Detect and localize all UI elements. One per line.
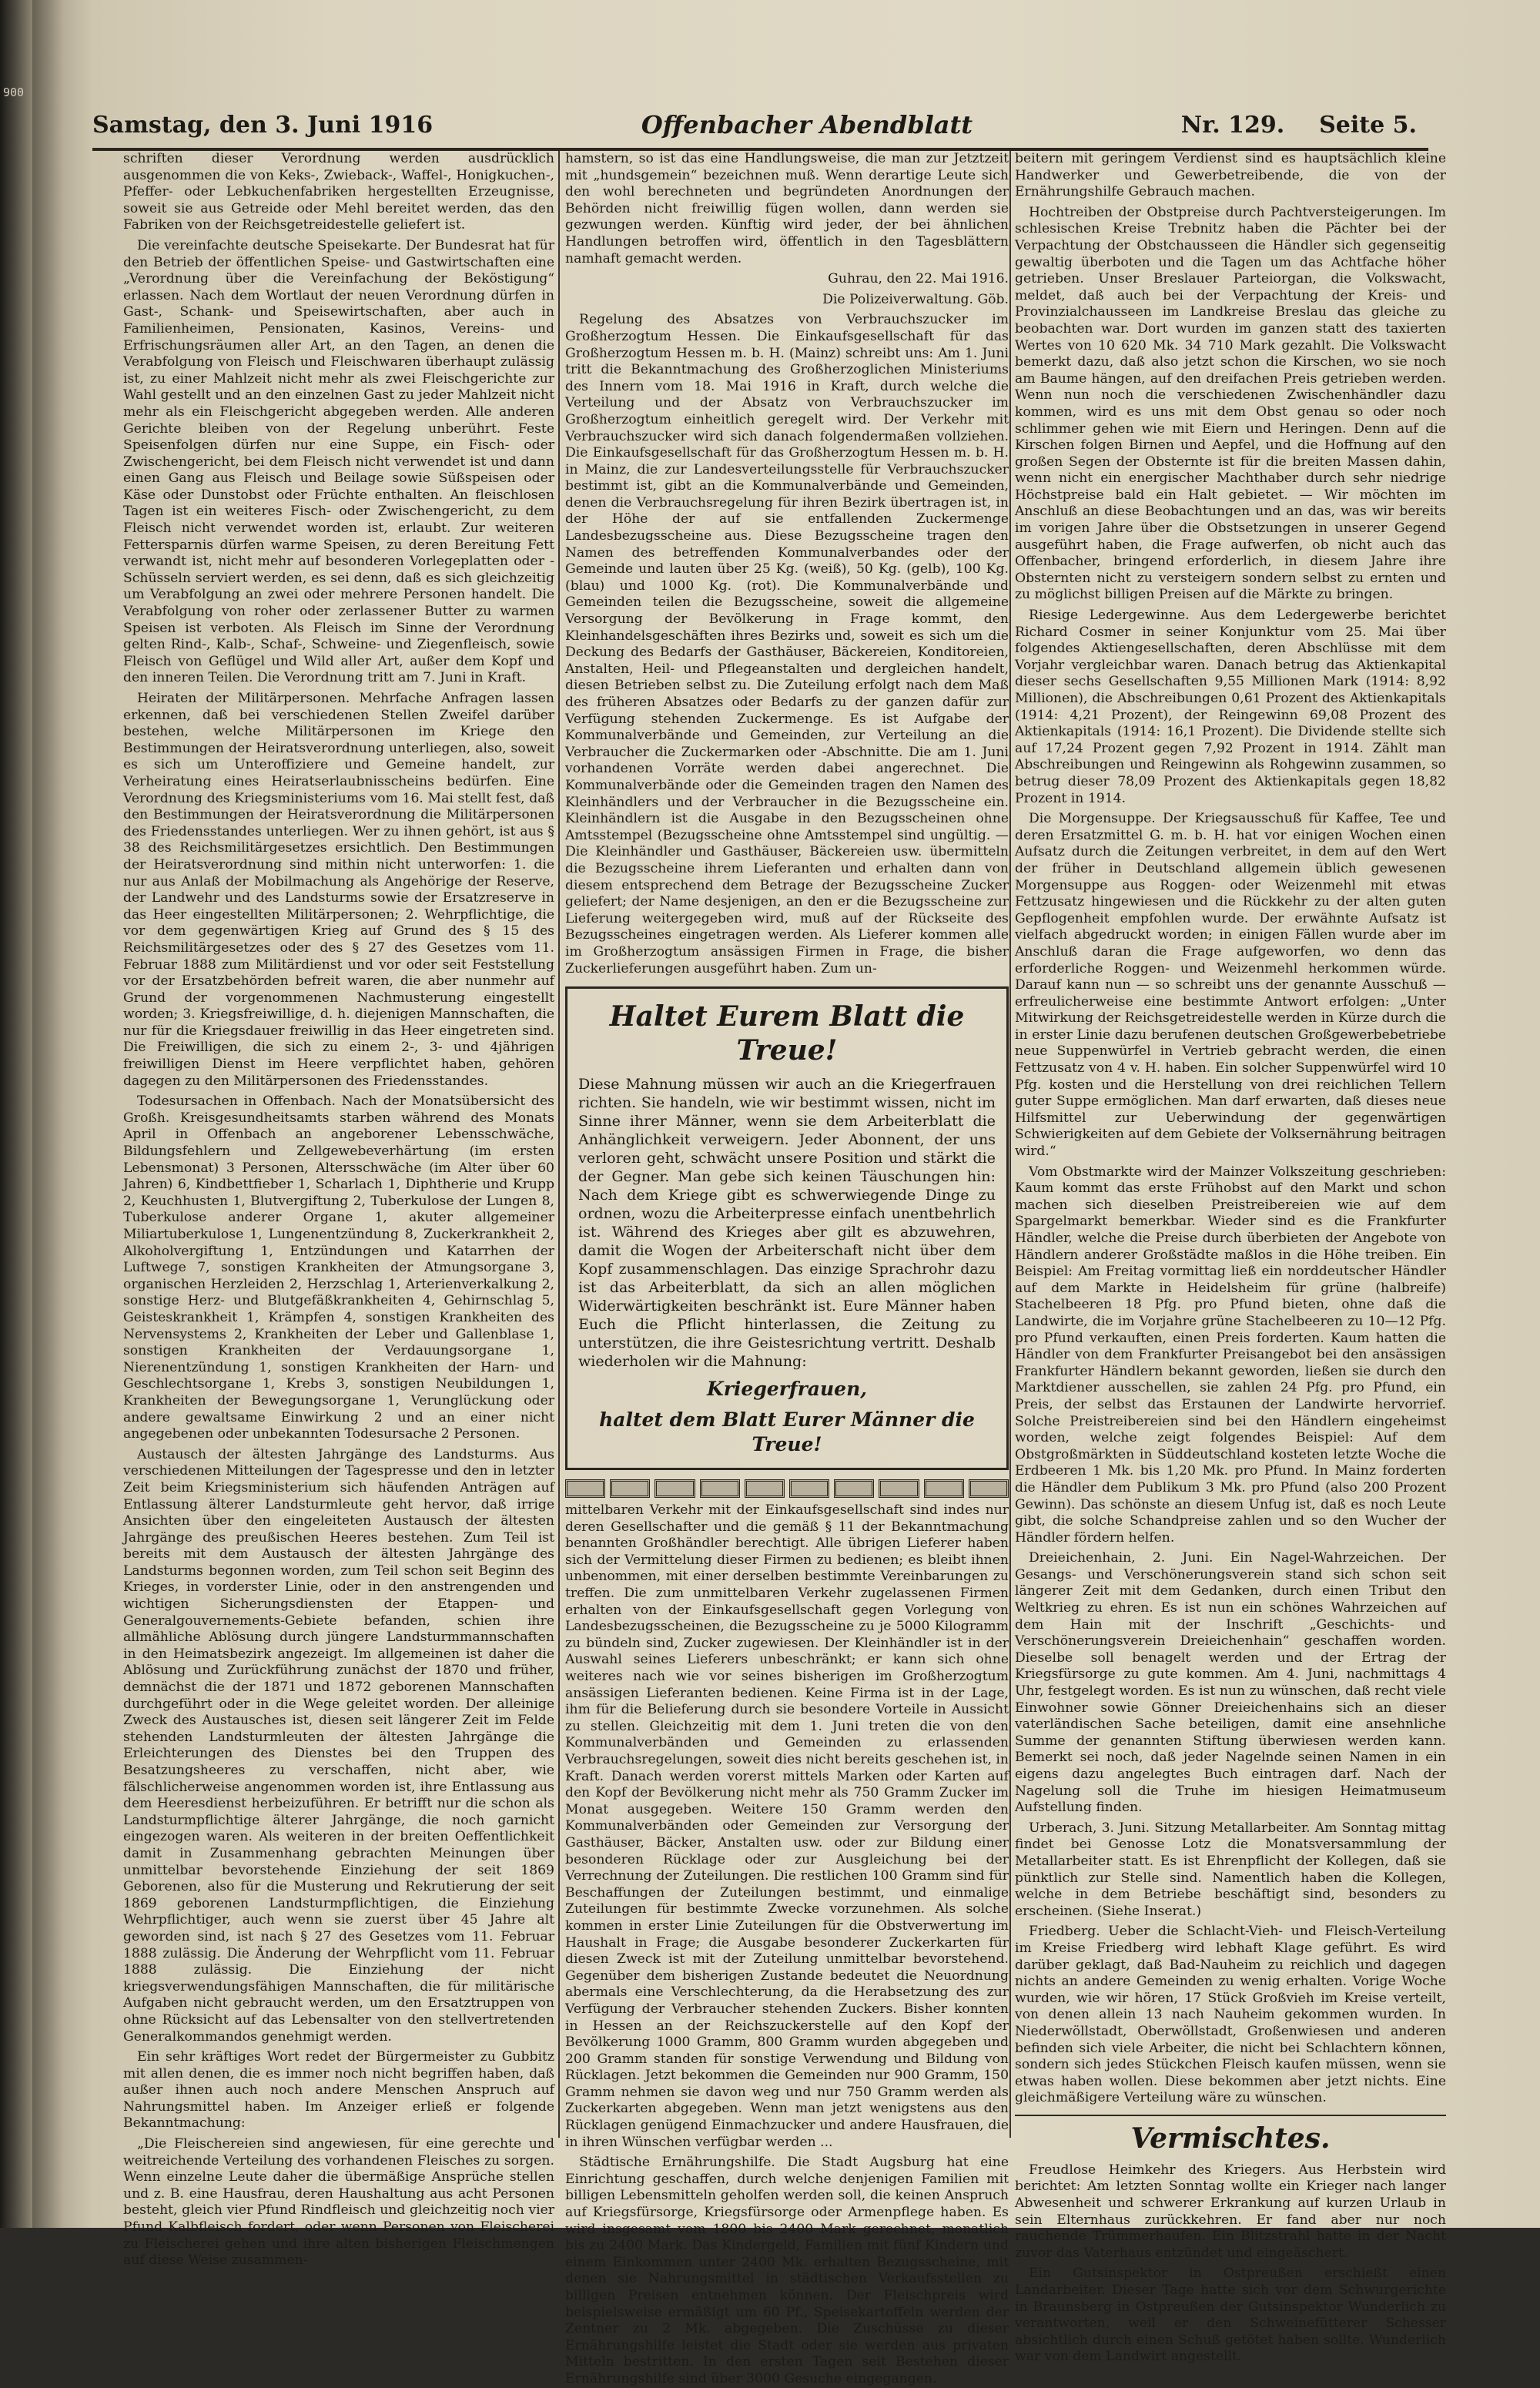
appeal-motto-1: Kriegerfrauen,	[707, 1378, 867, 1401]
article-paragraph: schriften dieser Verordnung werden ausdrücklich ausgenommen die von Keks-, Zwieback-, Waffel-, Honigkuchen-, Pfeffer- oder Lebkuchenfabriken hergestellten Erzeugnisse, soweit sie aus Getreide oder Mehl bereitet werden, das den Fabriken von der Reichsgetreidestelle geliefert ist.	[123, 151, 554, 233]
article-speisekarte: Die vereinfachte deutsche Speisekarte. Der Bundesrat hat für den Betrieb der öffentlichen Speise- und Gastwirtschaften eine „Verordnung über die Vereinfachung der Beköstigung“ erlassen. Nach dem Wortlaut der neuen Verordnung dürfen in Gast-, Schank- und Speisewirtschaften, aber auch in Familienheimen, Pensionaten, Kasinos, Vereins- und Erfrischungsräumen aller Art, an den Tagen, an denen die Verabfolgung von Fleisch und Fleischwaren überhaupt zulässig ist, zu einer Mahlzeit nicht mehr als zwei Fleischgerichte zur Wahl gestellt und an den einzelnen Gast zu jeder Mahlzeit nicht mehr als ein Fleischgericht abgegeben werden. Alle anderen Gerichte bleiben von der Regelung unberührt. Feste Speisenfolgen dürfen nur eine Suppe, ein Fisch- oder Zwischengericht, bei dem Fleisch nicht verwendet ist und dann einen Gang aus Fleisch und Beilage sowie Süßspeisen oder Käse oder Dunstobst oder Früchte enthalten. An fleischlosen Tagen ist ein weiteres Fisch- oder Zwischengericht, zu dem Fleisch nicht verwendet worden ist, erlaubt. Zur weiteren Fettersparnis dürfen warme Speisen, zu deren Bereitung Fett verwandt ist, nicht mehr auf besonderen Vorlegeplatten oder -Schüsseln serviert werden, es sei denn, daß es sich gleichzeitig um Verabfolgung an zwei oder mehrere Personen handelt. Die Verabfolgung von roher oder zerlassener Butter zu warmen Speisen ist verboten. Als Fleisch im Sinne der Verordnung gelten Rind-, Kalb-, Schaf-, Schweine- und Ziegenfleisch, sowie Fleisch von Geflügel und Wild aller Art, außer dem Kopf und den inneren Teilen. Die Verordnung tritt am 7. Juni in Kraft.	[123, 237, 554, 686]
article-ledergewinne: Riesige Ledergewinne. Aus dem Ledergewerbe berichtet Richard Cosmer in seiner Konjunktur vom 25. Mai über folgendes Aktiengesellschaften, deren Abschlüsse mit dem Vorjahr vergleichbar waren. Danach betrug das Aktienkapital dieser sechs Gesellschaften 9,55 Millionen Mark (1914: 8,92 Millionen), die Abschreibungen 0,61 Prozent des Aktienkapitals (1914: 4,21 Prozent), der Reingewinn 69,08 Prozent des Aktienkapitals (1914: 16,1 Prozent). Die Dividende stellte sich auf 17,24 Prozent gegen 7,92 Prozent in 1914. Zählt man Abschreibungen und Reingewinn als Rohgewinn zusammen, so betrug dieser 78,09 Prozent des Aktienkapitals gegen 18,82 Prozent in 1914.	[1015, 608, 1446, 806]
article-buergermeister: Ein sehr kräftiges Wort redet der Bürgermeister zu Gubbitz mit allen denen, die es immer noch nicht begriffen haben, daß außer ihnen auch noch andere Menschen Anspruch auf Nahrungsmittel haben. Im Anzeiger erließ er folgende Bekanntmachung:	[123, 2049, 554, 2132]
article-obstpreise: Hochtreiben der Obstpreise durch Pachtversteigerungen. Im schlesischen Kreise Trebnitz haben die Pächter bei der Verpachtung der Obstchausseen die Händler sich gegenseitig gewaltig überboten und die Tagen um das Achtfache höher getrieben. Unser Breslauer Parteiorgan, die Volkswacht, meldet, daß auch bei der Verpachtung der Kreis- und Provinzialchausseen im Landkreise Breslau das gleiche zu beobachten war. Dort wurden im ganzen statt des taxierten Wertes von 10 620 Mk. 34 710 Mark gezahlt. Die Volkswacht bemerkt dazu, daß also jetzt schon die Kirschen, wo sie noch am Baume hängen, auf den dreifachen Preis getrieben werden. Wenn nun noch die verschiedenen Zwischenhändler dazu kommen, wird es uns mit dem Obst genau so oder noch schlimmer gehen wie mit Eiern und Heringen. Denn auf die Kirschen folgen Birnen und Aepfel, und die Hoffnung auf den großen Segen der Obsternte ist für die breiten Massen dahin, wenn nicht ein energischer Machthaber durch sehr niedrige Höchstpreise bald ein Halt gebietet. — Wir möchten im Anschluß an diese Beobachtungen und an das, was wir bereits im vorigen Jahre über die Obstsetzungen in unserer Gegend ausgeführt haben, die Frage aufwerfen, ob nicht auch das Offenbacher, bringend erforderlich, in diesem Jahre ihre Obsternten nicht zu versteigern sondern selbst zu ernten und zu möglichst billigen Preisen auf die Märkte zu bringen.	[1015, 204, 1446, 603]
article-heiraten: Heiraten der Militärpersonen. Mehrfache Anfragen lassen erkennen, daß bei verschiedenen Stellen Zweifel darüber bestehen, welche Militärpersonen im Kriege den Bestimmungen der Heiratsverordnung unterliegen, also, soweit es sich um Unteroffiziere und Gemeine handelt, zur Verheiratung eines Heiratserlaubnisscheins bedürfen. Eine Verordnung des Kriegsministeriums vom 16. Mai stellt fest, daß den Bestimmungen der Heiratsverordnung die Militärpersonen des Friedensstandes unterliegen. Wer zu ihnen gehört, ist aus § 38 des Reichsmilitärgesetzes ersichtlich. Den Bestimmungen der Heiratsverordnung sind mithin nicht unterworfen: 1. die nur aus Anlaß der Mobilmachung als Angehörige der Reserve, der Landwehr und des Landsturms sowie der Ersatzreserve in das Heer eingestellten Militärpersonen; 2. Wehrpflichtige, die vor dem gegenwärtigen Krieg auf Grund des § 15 des Reichsmilitärgesetzes oder des § 27 des Gesetzes vom 11. Februar 1888 zum Militärdienst und vor oder seit Feststellung vor der Ersatzbehörden befreit waren, die aber nunmehr auf Grund der vorgenommenen Nachmusterung eingestellt worden; 3. Kriegsfreiwillige, d. h. diejenigen Mannschaften, die nur für die Kriegsdauer freiwillig in das Heer eingetreten sind. Die Freiwilligen, die sich zu einem 2-, 3- und 4jährigen freiwilligen Dienst im Heere verpflichtet haben, gehören dagegen zu den Militärpersonen des Friedensstandes.	[123, 691, 554, 1089]
article-ernaehrungshilfe: Städtische Ernährungshilfe. Die Stadt Augsburg hat eine Einrichtung geschaffen, durch welche denjenigen Familien mit billigen Lebensmitteln geholfen werden soll, die keinen Anspruch auf Kriegsfürsorge, Kriegsfürsorge oder Armenpflege haben. Es wird insgesamt vom 1800 bis 2400 Mark gerechnet, monatlich bis zu 2400 Mark. Das Kindergeld, Familien mit fünf Kindern und einem Einkommen unter 2400 Mk. erhalten Bezugsscheine, mit denen sie Nahrungsmittel in städtischen Verkaufsstellen zu billigen Preisen entnehmen können. Der Fleischpreis wird beispielsweise ermäßigt um 60 Pf., Speisekartoffeln werden der Zentner zu 2 Mk. abgegeben. Die Zuschüsse zu dieser Ernährungshilfe leistet die Stadt oder sie werden aus privaten Mitteln bestritten. In den ersten Tagen seit Bestehen dieser Ernährungshilfe sind über 3000 Gesuche eingegangen.	[565, 2155, 1009, 2386]
signature: Die Polizeiverwaltung. Göb.	[822, 291, 1009, 307]
appeal-title: Haltet Eurem Blatt die Treue!	[609, 1000, 965, 1067]
article-gutsinspektor: Ein Gutsinspektor in Ostpreußen erschießt einen Landarbeiter. Dieser Tage hatte sich vor dem Schwurgerichte in Braunsberg in Ostpreußen der Gutsinspektor Wunderlich zu verantworten, weil er den Schweinefütterer Schesser absichtlich durch einen Schuß getötet haben sollte. Wunderlich war von dem Landwirt angestellt.	[1015, 2266, 1446, 2365]
header-issue-page	[1181, 112, 1417, 139]
ornament-rule	[565, 1479, 1009, 1498]
article-heimkehr: Freudlose Heimkehr des Kriegers. Aus Herbstein wird berichtet: Am letzten Sonntag wollte ein Krieger nach langer Abwesenheit und schwerer Erkrankung auf kurzen Urlaub in sein Elternhaus zurückkehren. Er fand aber nur noch rauchende Trümmerhaufen. Ein Blitzstrahl hatte in der Nacht zuvor das Vaterhaus entzündet und eingeäschert.	[1015, 2162, 1446, 2261]
column-divider	[558, 151, 560, 2138]
article-paragraph: hamstern, so ist das eine Handlungsweise, die man zur Jetztzeit mit „hundsgemein“ bezeichnen muß. Wenn derartige Leute sich den wohl berechneten und begründeten Anordnungen der Behörden nicht freiwillig fügen wollen, dann werden sie gezwungen werden. Künftig wird jeder, der bei ähnlichen Handlungen betroffen wird, öffentlich in den Tagesblättern namhaft gemacht werden.	[565, 151, 1009, 266]
article-friedberg: Friedberg. Ueber die Schlacht-Vieh- und Fleisch-Verteilung im Kreise Friedberg wird lebhaft Klage geführt. Es wird darüber geklagt, daß Bad-Nauheim zu reichlich und dagegen nichts an andere Gemeinden zu wenig erhalten. Vorige Woche wurden, wie wir hören, 17 Stück Großvieh im Kreise verteilt, von denen allein 13 nach Nauheim gekommen wurden. In Niederwöllstadt, Oberwöllstadt, Großenwiesen und anderen befinden sich viele Arbeiter, die nicht bei Schlachtern können, sondern sich jedes Stückchen Fleisch kaufen müssen, wenn sie etwas haben wollen. Diese bekommen aber jetzt nichts. Eine gleichmäßigere Verteilung wäre zu wünschen.	[1015, 1924, 1446, 2106]
appeal-box	[565, 986, 1009, 1470]
dateline: Guhrau, den 22. Mai 1916.	[828, 271, 1009, 287]
article-zucker: Regelung des Absatzes von Verbrauchszucker im Großherzogtum Hessen. Die Einkaufsgesellschaft für das Großherzogtum Hessen m. b. H. (Mainz) schreibt uns: Am 1. Juni tritt die Bekanntmachung des Großherzoglichen Ministeriums des Innern vom 18. Mai 1916 in Kraft, durch welche die Verteilung und der Absatz von Verbrauchszucker im Großherzogtum einheitlich geregelt wird. Der Verkehr mit Verbrauchszucker wird sich danach folgendermaßen vollziehen. Die Einkaufsgesellschaft für das Großherzogtum Hessen m. b. H. in Mainz, die zur Landesverteilungsstelle für Verbrauchszucker bestimmt ist, gibt an die Kommunalverbände und Gemeinden, denen die Verbrauchsregelung für ihren Bezirk übertragen ist, in der Höhe der auf sie entfallenden Zuckermenge Landesbezugsscheine aus. Diese Bezugsscheine tragen den Namen des betreffenden Kommunalverbandes oder der Gemeinde und lauten über 25 Kg. (weiß), 50 Kg. (gelb), 100 Kg. (blau) und 1000 Kg. (rot). Die Kommunalverbände und Gemeinden teilen die Bezugsscheine, soweit die allgemeine Versorgung der Bevölkerung in Frage kommt, den Kleinhandelsgeschäften ihres Bezirks und, soweit es sich um die Deckung des Bedarfs der Gasthäuser, Bäckereien, Konditoreien, Anstalten, Heil- und Pflegeanstalten und dergleichen handelt, diesen Betrieben selbst zu. Die Zuteilung erfolgt nach dem Maß des früheren Absatzes oder Bedarfs zu der ganzen dafür zur Verfügung stehenden Zuckermenge. Es ist Aufgabe der Kommunalverbände und Gemeinden, zur Verteilung an die Verbraucher die Zuckermarken oder -Abschnitte. Die am 1. Juni vorhandenen Vorräte werden dabei angerechnet. Die Kommunalverbände oder die Gemeinden tragen den Namen des Kleinhändlers und der Verbraucher in die Bezugsscheine ein. Kleinhändlern ist die Ausgabe in den Bezugsscheinen ohne Amtsstempel (Bezugsscheine ohne Amtsstempel sind ungültig. — Die Kleinhändler und Gasthäuser, Bäckereien usw. übermitteln die Bezugsscheine ihrem Lieferanten und erhalten dann von diesem entsprechend dem Betrage der Bezugsscheine Zucker geliefert; der Name desjenigen, an den er die Bezugsscheine zur Lieferung weitergegeben wird, muß auf der Rückseite des Bezugsscheines eingetragen werden. Als Lieferer kommen alle im Großherzogtum ansässigen Firmen in Frage, die bisher Zuckerlieferungen ausgeführt haben. Zum un-	[565, 312, 1009, 976]
column-divider	[1009, 151, 1011, 2138]
page-number: Seite 5.	[1319, 111, 1417, 139]
article-obstmarkt: Vom Obstmarkte wird der Mainzer Volkszeitung geschrieben: Kaum kommt das erste Frühobst auf den Markt und schon machen sich dieselben Preistreibereien wie auf dem Spargelmarkt bemerkbar. Wieder sind es die Frankfurter Händler, welche die Preise durch überbieten der Angebote von Händlern anderer Großstädte maßlos in die Höhe treiben. Ein Beispiel: Am Freitag vormittag ließ ein norddeutscher Händler auf dem Markte in Heidelsheim für grüne (halbreife) Stachelbeeren 18 Pfg. pro Pfund bieten, ohne daß die Landwirte, die im Vorjahre grüne Stachelbeeren zu 10—12 Pfg. pro Pfund verkauften, einen Preis forderten. Kaum hatten die Händler von dem Frankfurter Preisangebot bei den ansässigen Frankfurter Händlern bekannt geworden, ließen sie durch den Marktdiener ausschellen, sie zahlen 24 Pfg. pro Pfund, ein Preis, der selbst das Erstaunen der Landwirte hervorrief. Solche Preistreibereien sind bei den Händlern eingeheimst worden, welche zeigt folgendes Beispiel: Auf dem Obstgroßmärkten in Süddeutschland kosteten letzte Woche die Erdbeeren 1 Mk. bis 1,20 Mk. pro Pfund. In Mainz forderten die Händler dem Publikum 3 Mk. pro Pfund (also 200 Prozent Gewinn). Das schönste an diesem Unfug ist, daß es noch Leute gibt, die solche Schandpreise zahlen und so den Wucher der Händler fördern helfen.	[1015, 1164, 1446, 1546]
article-paragraph: beitern mit geringem Verdienst sind es hauptsächlich kleine Handwerker und Gewerbetreibende, die von der Ernährungshilfe Gebrauch machen.	[1015, 151, 1446, 200]
masthead: Offenbacher Abendblatt	[641, 110, 973, 139]
appeal-body: Diese Mahnung müssen wir auch an die Kriegerfrauen richten. Sie handeln, wie wir bestimmt wissen, nicht im Sinne ihrer Männer, wenn sie dem Arbeiterblatt die Anhänglichkeit verweigern. Jeder Abonnent, der uns verloren geht, schwächt unsere Position und stärkt die der Gegner. Man gebe sich keinen Täuschungen hin: Nach dem Kriege gibt es schwerwiegende Dinge zu ordnen, wozu die Arbeiterpresse einfach unentbehrlich ist. Während des Krieges aber gilt es abzuwehren, damit die Wogen der Arbeiterschaft nicht über dem Kopf zusammenschlagen. Das einzige Sprachrohr dazu ist das Arbeiterblatt, da sich an allen möglichen Widerwärtigkeiten beschränkt ist. Eure Männer haben Euch die Pflicht hinterlassen, die Zeitung zu unterstützen, die ihre Geistesrichtung vertritt. Deshalb wiederholen wir die Mahnung:	[578, 1076, 996, 1371]
article-quote: „Die Fleischereien sind angewiesen, für eine gerechte und weitreichende Verteilung des vorhandenen Fleisches zu sorgen. Wenn einzelne Leute daher die übermäßige Ansprüche stellen und z. B. eine Hausfrau, deren Haushaltung aus acht Personen besteht, gleich vier Pfund Rindfleisch und gleichzeitig noch vier Pfund Kalbfleisch fordert, oder wenn Personen von Fleischerei zu Fleischerei gehen und ihre alten bisherigen Fleischmengen auf diese Weise zusammen-	[123, 2136, 554, 2269]
column-2	[565, 151, 1009, 2386]
header-date: Samstag, den 3. Juni 1916	[92, 111, 434, 139]
article-paragraph: mittelbaren Verkehr mit der Einkaufsgesellschaft sind indes nur deren Gesellschafter und die gemäß § 11 der Bekanntmachung benannten Großhändler berechtigt. Alle übrigen Lieferer haben sich der Vermittelung dieser Firmen zu bedienen; es bleibt ihnen unbenommen, mit einer derselben bestimmte Vereinbarungen zu treffen. Die zum unmittelbaren Verkehr zugelassenen Firmen erhalten von der Einkaufsgesellschaft gegen Vorlegung von Landesbezugsscheinen, die Bezugsscheine zu je 5000 Kilogramm zu bündeln sind, Zucker zugewiesen. Der Kleinhändler ist in der Auswahl seines Lieferers unbeschränkt; er kann sich ohne weiteres nach wie vor seines bisherigen im Großherzogtum ansässigen Lieferanten bedienen. Keine Firma ist in der Lage, ihm für die Belieferung durch sie besondere Vorteile in Aussicht zu stellen. Gleichzeitig mit dem 1. Juni treten die von den Kommunalverbänden und Gemeinden zu erlassenden Verbrauchsregelungen, soweit dies nicht bereits geschehen ist, in Kraft. Danach werden vorerst mittels Marken oder Karten auf den Kopf der Bevölkerung nicht mehr als 750 Gramm Zucker im Monat ausgegeben. Weitere 150 Gramm werden den Kommunalverbänden oder Gemeinden zur Versorgung der Gasthäuser, Bäcker, Anstalten usw. oder zur Bildung einer besonderen Rücklage oder zur Ausgleichung bei der Verrechnung der Zuteilungen. Die restlichen 100 Gramm sind für Beschaffungen der Zuteilungen bestimmt, und einmalige Zuteilungen für bestimmte Zwecke vorzunehmen. Als solche kommen in erster Linie Zuteilungen für die Obstverwertung im Haushalt in Frage; die Ausgabe besonderer Zuckerkarten für diesen Zweck ist mit der Zuteilung unmittelbar bevorstehend. Gegenüber dem bisherigen Zustande bedeutet die Neuordnung abermals eine Verschlechterung, da die Herabsetzung des zur Verfügung der Verbraucher stehenden Zuckers. Bisher konnten in Hessen an der Reichszuckerstelle auf den Kopf der Bevölkerung 1000 Gramm, 800 Gramm wurden abgegeben und 200 Gramm standen für sonstige Verwendung und Bildung von Rücklagen. Jetzt bekommen die Gemeinden nur 900 Gramm, 150 Gramm nehmen sie davon weg und nur 750 Gramm werden als Zuckerkarten abgegeben. Wenn man jetzt wenigstens aus den Rücklagen genügend Einmachzucker und andere Hausfrauen, die in ihren Wünschen verfügbar werden ...	[565, 1502, 1009, 2150]
article-morgensuppe: Die Morgensuppe. Der Kriegsausschuß für Kaffee, Tee und deren Ersatzmittel G. m. b. H. hat vor einigen Wochen einen Aufsatz durch die Zeitungen verbreitet, in dem auf den Wert der früher in Deutschland allgemein üblich gewesenen Morgensuppe aus Roggen- oder Weizenmehl mit etwas Fettzusatz hingewiesen und die Rückkehr zu der alten guten Gepflogenheit empfohlen wurde. Der erwähnte Aufsatz ist vielfach abgedruckt worden; in einigen Fällen wurde aber im Anschluß daran die Frage aufgeworfen, wo denn das erforderliche Roggen- und Weizenmehl herkommen würde. Darauf kann nun — so schreibt uns der genannte Ausschuß — erfreulicherweise eine bestimmte Antwort erfolgen: „Unter Mitwirkung der Reichsgetreidestelle werden in Kürze durch die in erster Linie dazu berufenen deutschen Großgewerbebetriebe neue Suppenwürfel in Vertrieb gebracht werden, die einen Fettzusatz von 4 v. H. haben. Ein solcher Suppenwürfel wird 10 Pfg. kosten und die Herstellung von drei reichlichen Tellern guter Suppe ermöglichen. Man darf erwarten, daß dieses neue Hilfsmittel zur Ueberwindung der gegenwärtigen Schwierigkeiten auf dem Gebiete der Volksernährung beitragen wird.“	[1015, 811, 1446, 1160]
article-dreieichenhain: Dreieichenhain, 2. Juni. Ein Nagel-Wahrzeichen. Der Gesangs- und Verschönerungsverein stand sich schon seit längerer Zeit mit dem Gedanken, durch einen Tribut den Weltkrieg zu ehren. Es ist nun ein schönes Wahrzeichen auf dem Hain mit der Inschrift „Geschichts- und Verschönerungsverein Dreieichenhain“ geschaffen worden. Dieselbe soll benagelt werden und der Ertrag der Kriegsfürsorge zu gute kommen. Am 4. Juni, nachmittags 4 Uhr, festgelegt worden. Es ist nun zu wünschen, daß recht viele Einwohner sowie Gönner Dreieichenhains sich an dieser vaterländischen Sache beteiligen, damit eine ansehnliche Summe der genannten Stiftung überwiesen werden kann. Bemerkt sei noch, daß jeder Nagelnde seinen Namen in ein eigens dazu angelegtes Buch eintragen darf. Nach der Nagelung soll die Truhe im hiesigen Heimatmuseum Aufstellung finden.	[1015, 1550, 1446, 1816]
section-title: Vermischtes.	[1015, 2115, 1446, 2156]
issue-number: Nr. 129.	[1180, 111, 1285, 139]
article-urberach: Urberach, 3. Juni. Sitzung Metallarbeiter. Am Sonntag mittag findet bei Genosse Lotz die Monatsversammlung der Metallarbeiter statt. Es ist Ehrenpflicht der Kollegen, daß sie pünktlich zur Stelle sind. Namentlich haben die Kollegen, welche in dem Betriebe beschäftigt sind, besonders zu erscheinen. (Siehe Inserat.)	[1015, 1820, 1446, 1919]
spine-text: 900	[3, 85, 25, 99]
article-todesursachen: Todesursachen in Offenbach. Nach der Monatsübersicht des Großh. Kreisgesundheitsamts starben während des Monats April in Offenbach an angeborener Lebensschwäche, Bildungsfehlern und Zellgewebeverhärtung (im ersten Lebensmonat) 3 Personen, Altersschwäche (im Alter über 60 Jahren) 6, Kindbettfieber 1, Scharlach 1, Diphtherie und Krupp 2, Keuchhusten 1, Blutvergiftung 2, Tuberkulose der Lungen 8, Tuberkulose anderer Organe 1, akuter allgemeiner Miliartuberkulose 1, Lungenentzündung 8, Zuckerkrankheit 2, Alkoholvergiftung 1, Entzündungen und Katarrhen der Luftwege 7, sonstigen Krankheiten der Atmungsorgane 3, organischen Herzleiden 2, Herzschlag 1, Arterienverkalkung 2, sonstige Herz- und Blutgefäßkrankheiten 4, Gehirnschlag 5, Geisteskrankheit 1, Krämpfen 4, sonstigen Krankheiten des Nervensystems 2, Krankheiten der Leber und Gallenblase 1, sonstigen Krankheiten der Verdauungsorgane 1, Nierenentzündung 1, sonstigen Krankheiten der Harn- und Geschlechtsorgane 1, Krebs 3, sonstigen Neubildungen 1, Krankheiten der Bewegungsorgane 1, Verunglückung oder andere gewaltsame Einwirkung 2 und an einer nicht angegebenen oder unbekannten Todesursache 2 Personen.	[123, 1094, 554, 1442]
article-landsturm: Austausch der ältesten Jahrgänge des Landsturms. Aus verschiedenen Mitteilungen der Tagespresse und den in letzter Zeit beim Kriegsministerium sich häufenden Anträgen auf Entlassung älterer Landsturmleute geht hervor, daß irrige Ansichten über den eingeleiteten Austausch der ältesten Jahrgänge des preußischen Heeres bestehen. Zum Teil ist bereits mit dem Austausch der ältesten Jahrgänge des Landsturms begonnen worden, zum Teil schon seit Beginn des Krieges, in vorderster Linie, oder in den anstrengenden und wichtigen Sicherungsdiensten der Etappen- und Generalgouvernements-Gebiete befanden, schien ihre allmähliche Ablösung durch jüngere Landsturmmannschaften in den Heimatsbezirk angezeigt. Im allgemeinen ist daher die Ablösung und Zurückführung zunächst der 1870 und früher, demnächst die der 1871 und 1872 geborenen Mannschaften durchgeführt oder in die Wege geleitet worden. Der alleinige Zweck des Austausches ist, diesen seit längerer Zeit im Felde stehenden Landsturmleuten der ältesten Jahrgänge die Erleichterungen des Dienstes bei den Truppen des Besatzungsheeres zu verschaffen, nicht aber, wie fälschlicherweise angenommen worden ist, ihre Entlassung aus dem Heeresdienst herbeizuführen. Er betrifft nur die schon als Landsturmpflichtige älterer Jahrgänge, die noch garnicht eingezogen waren. Als weiteren in der breiten Oeffentlichkeit damit in Zusammenhang gebrachten Meinungen über unmittelbar bevorstehende Einziehung der seit 1869 Geborenen, also für die Musterung und Rekrutierung der seit 1869 geborenen Landsturmpflichtigen, die Einziehung Wehrpflichtiger, auch wenn sie zuerst über 45 Jahre alt geworden sind, ist nach § 27 des Gesetzes vom 11. Februar 1888 zulässig. Die Änderung der Wehrpflicht vom 11. Februar 1888 zulässig. Die Einziehung der nicht kriegsverwendungsfähigen Mannschaften, die für militärische Aufgaben nicht gebraucht werden, um den Ersatztruppen von ohne Rücksicht auf das Lebensalter von den stellvertretenden Generalkommandos genehmigt werden.	[123, 1446, 554, 2045]
column-1	[123, 151, 554, 2269]
book-spine	[0, 0, 32, 2228]
appeal-motto-2: haltet dem Blatt Eurer Männer die Treue!	[599, 1408, 975, 1456]
column-3	[1015, 151, 1446, 2365]
page-header	[92, 105, 1417, 145]
